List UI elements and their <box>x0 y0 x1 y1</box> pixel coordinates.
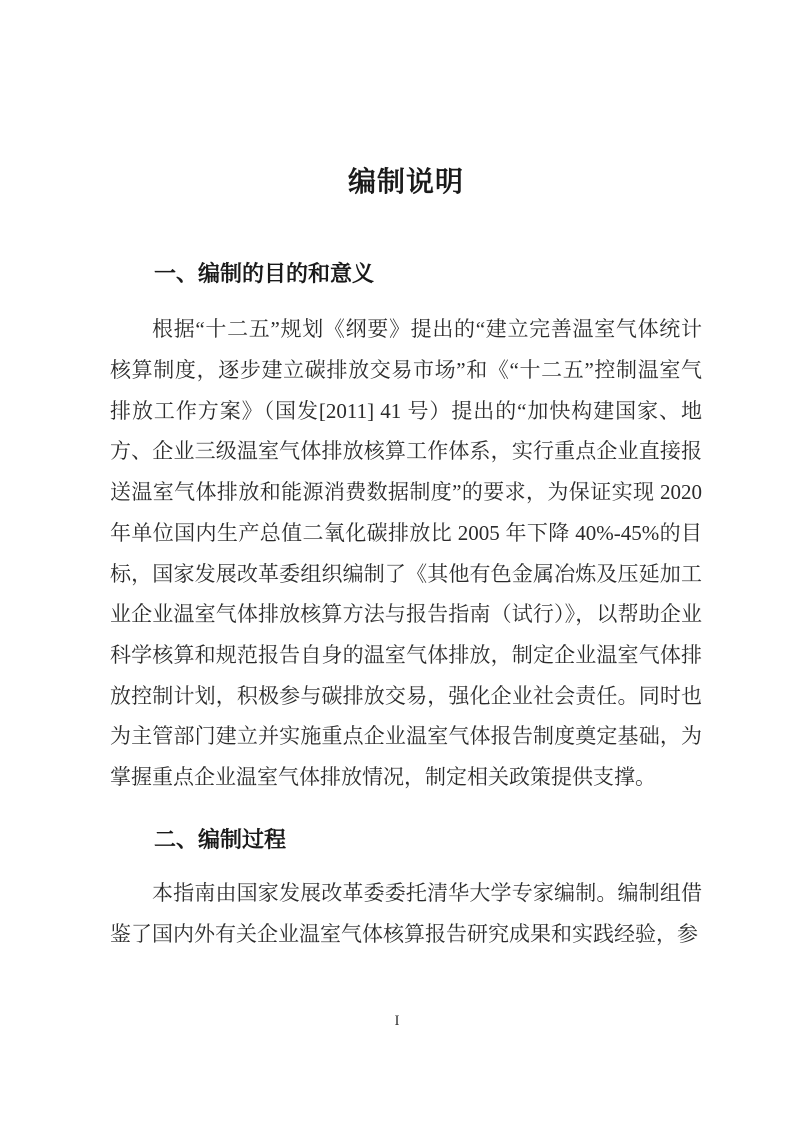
page-number: I <box>394 1013 400 1029</box>
page-footer <box>0 1012 794 1030</box>
section-heading-purpose: 一、编制的目的和意义 <box>154 260 375 286</box>
paragraph-process-body: 本指南由国家发展改革委委托清华大学专家编制。编制组借鉴了国内外有关企业温室气体核算报告研究成果和实践经验，参 <box>110 881 702 946</box>
document-content <box>0 167 794 955</box>
section-heading-process: 二、编制过程 <box>154 826 287 852</box>
document-title: 编制说明 <box>347 166 464 197</box>
paragraph-purpose-body: 根据“十二五”规划《纲要》提出的“建立完善温室气体统计核算制度，逐步建立碳排放交易市场”和《“十二五”控制温室气排放工作方案》（国发[2011] 41 号）提出的“加快构建国家、地方、企业三级温室气体排放核算工作体系，实行重点企业直接报送温室气体排放和能源消费数据制度”的要求，为保证实现 2020 年单位国内生产总值二氧化碳排放比 2005 年下降 40%-45%的目标，国家发展改革委组织编制了《其他有色金属冶炼及压延加工业企业温室气体排放核算方法与报告指南（试行）》，以帮助企业科学核算和规范报告自身的温室气体排放，制定企业温室气体排放控制计划，积极参与碳排放交易，强化企业社会责任。同时也为主管部门建立并实施重点企业温室气体报告制度奠定基础，为掌握重点企业温室气体排放情况，制定相关政策提供支撑。 <box>110 317 702 790</box>
